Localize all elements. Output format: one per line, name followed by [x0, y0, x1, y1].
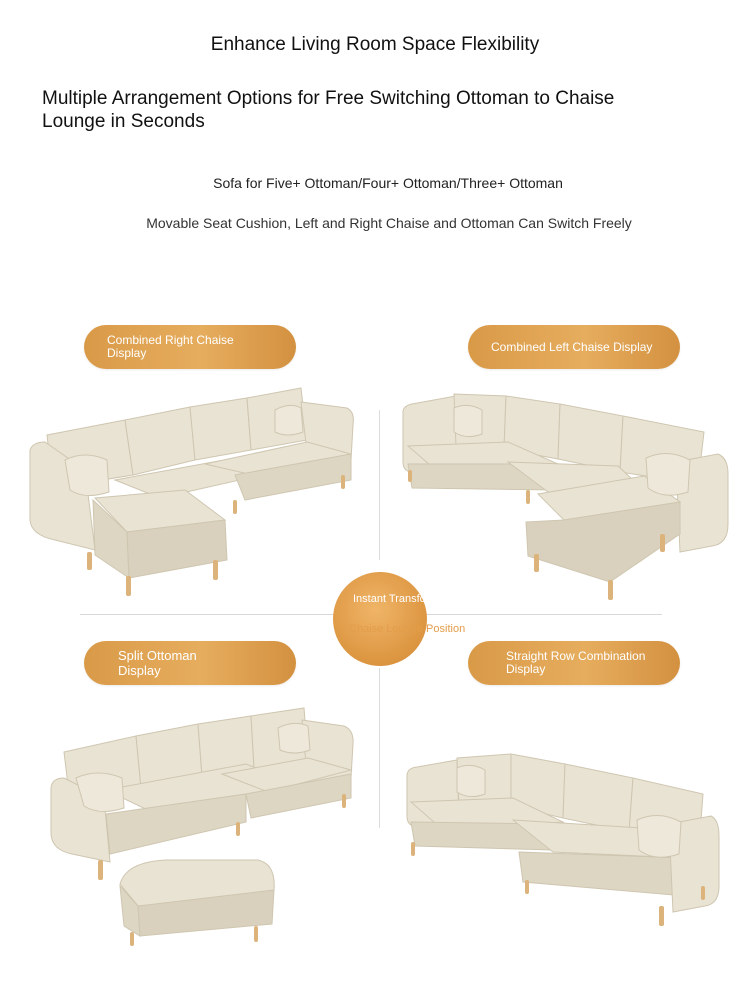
left-chaise-label-text: Combined Left Chaise Display [491, 339, 653, 354]
transformation-badge [333, 572, 427, 666]
subheadline: Multiple Arrangement Options for Free Switching Ottoman to Chaise Lounge in Seconds [42, 88, 615, 132]
sofa-straight-row-image [403, 746, 723, 931]
vertical-divider-bottom [379, 668, 380, 828]
split-ottoman-label-text: Split Ottoman Display [118, 648, 197, 678]
seating-options-text: Sofa for Five+ Ottoman/Four+ Ottoman/Three+ Ottoman [213, 175, 563, 191]
headline: Enhance Living Room Space Flexibility [210, 34, 540, 55]
straight-row-label [468, 641, 680, 685]
left-chaise-label [468, 325, 680, 369]
chaise-position-text: Chaise Lounge Position [349, 623, 466, 635]
sofa-left-chaise-image [398, 384, 733, 604]
right-chaise-label-text: Combined Right Chaise Display [107, 333, 234, 360]
split-ottoman-label [84, 641, 296, 685]
sofa-right-chaise-image [25, 380, 365, 605]
right-chaise-label [84, 325, 296, 369]
sofa-split-ottoman-image [46, 704, 361, 954]
transformation-text: Instant Transformation [353, 593, 463, 605]
vertical-divider-top [379, 410, 380, 560]
features-text: Movable Seat Cushion, Left and Right Chaise and Ottoman Can Switch Freely [146, 215, 632, 231]
straight-row-label-text: Straight Row Combination Display [506, 649, 646, 676]
